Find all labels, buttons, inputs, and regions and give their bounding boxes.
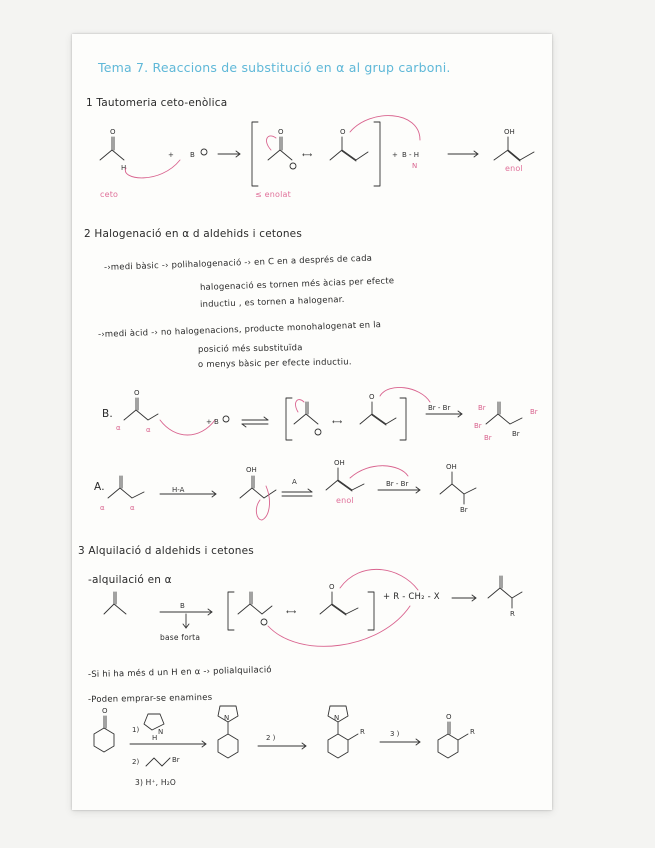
- alkyl-halide-reagent: + R - CH₂ - X: [383, 592, 440, 602]
- alkylated-ketone: [488, 576, 522, 618]
- atom-o: O: [110, 128, 116, 136]
- svg-text:H: H: [152, 734, 158, 742]
- acid-line-2: posició més substituïda: [197, 343, 303, 355]
- svg-text:O: O: [446, 713, 452, 721]
- section-3-heading: 3 Alquilació d aldehids i cetones: [78, 545, 254, 557]
- enolat-label: ≤ enolat: [255, 190, 291, 199]
- resonance-arrow: ⟷: [302, 151, 313, 159]
- svg-text:Br: Br: [512, 430, 520, 438]
- polybromo-ketone: [474, 402, 538, 442]
- acid-line-3: o menys bàsic per efecte inductiu.: [197, 357, 352, 370]
- svg-text:α: α: [100, 504, 105, 512]
- enolate-carbanion: [267, 128, 296, 169]
- svg-text:R: R: [510, 610, 515, 618]
- svg-text:α: α: [146, 426, 151, 434]
- svg-text:O: O: [102, 707, 108, 715]
- ketone-a: [100, 476, 144, 512]
- alkylated-cyclohexanone: [438, 713, 475, 758]
- svg-text:Br: Br: [484, 434, 492, 442]
- bracket-left: [252, 122, 258, 186]
- svg-text:2): 2): [132, 758, 140, 766]
- svg-text:+: +: [206, 418, 212, 426]
- section-1-heading: 1 Tautomeria ceto-enòlica: [86, 97, 228, 109]
- svg-text:H-A: H-A: [172, 486, 185, 494]
- enol-label-2: enol: [336, 496, 354, 505]
- basic-line-1: -›medi bàsic -› polihalogenació -› en C en a després de cada: [103, 253, 373, 273]
- svg-text:N: N: [158, 728, 164, 736]
- svg-text:R: R: [360, 728, 365, 736]
- protonated-ketone: [240, 466, 276, 520]
- svg-text:B: B: [180, 602, 185, 610]
- polialquilacio-note: -Si hi ha més d un H en α -› polialquilació: [87, 665, 272, 680]
- piperidine: [144, 714, 164, 742]
- basic-line-3: inductiu , es tornen a halogenar.: [199, 294, 345, 310]
- svg-text:O: O: [329, 583, 335, 591]
- enolate-b-1: [294, 400, 321, 435]
- svg-text:O: O: [369, 393, 375, 401]
- svg-text:OH: OH: [334, 459, 345, 467]
- arrow-bromination: [380, 387, 430, 402]
- arrow-protonation: [350, 116, 420, 140]
- svg-text:OH: OH: [446, 463, 457, 471]
- base-forta-label: base forta: [160, 633, 201, 642]
- enolate-b-2: [360, 393, 396, 425]
- enol-structure: [494, 128, 534, 161]
- svg-text:+: +: [392, 151, 398, 159]
- svg-text:Br: Br: [172, 756, 180, 764]
- acid-line-1: -›medi àcid -› no halogenacions, producte monohalogenat en la: [97, 320, 382, 340]
- svg-text:N: N: [224, 714, 230, 722]
- svg-text:O: O: [278, 128, 284, 136]
- bracket-b-right: [400, 398, 406, 440]
- ketone-b: [116, 389, 158, 434]
- arrow-alkylation-2: [340, 569, 418, 590]
- plus-sign: +: [168, 151, 174, 159]
- enamines-note: -Poden emprar-se enamines: [87, 692, 213, 705]
- atom-h: H: [121, 164, 127, 172]
- section-2-heading: 2 Halogenació en α d aldehids i cetones: [84, 228, 303, 240]
- enol-label-1: enol: [505, 164, 523, 173]
- svg-text:Br - Br: Br - Br: [428, 404, 451, 412]
- svg-text:Br: Br: [478, 404, 486, 412]
- svg-text:Br - Br: Br - Br: [386, 480, 409, 488]
- enol-a: [326, 459, 364, 491]
- ketone-3: [104, 592, 126, 614]
- svg-text:Br: Br: [460, 506, 468, 514]
- mechanism-b-tag: B.: [102, 408, 113, 420]
- svg-text:B: B: [214, 418, 219, 426]
- svg-text:Br: Br: [530, 408, 538, 416]
- step-3-conditions: 3) H⁺, H₂O: [135, 778, 176, 787]
- svg-text:α: α: [130, 504, 135, 512]
- svg-text:N: N: [412, 162, 418, 170]
- ceto-label: ceto: [100, 190, 119, 199]
- alquilacio-alpha: -alquilació en α: [88, 574, 172, 586]
- svg-text:A: A: [292, 478, 297, 486]
- bracket-3-left: [228, 592, 234, 630]
- bracket-right: [374, 122, 380, 186]
- enolate-oxyanion: [330, 128, 368, 161]
- arrow-bromination-a: [350, 466, 408, 478]
- bromo-ketone: [440, 463, 476, 514]
- mechanism-a-tag: A.: [94, 481, 105, 493]
- svg-text:⟷: ⟷: [332, 418, 343, 426]
- bracket-3-right: [368, 592, 374, 630]
- arrow-base-attack: [125, 160, 180, 178]
- svg-text:O: O: [134, 389, 140, 397]
- svg-text:OH: OH: [504, 128, 515, 136]
- b-h-acid: B - H: [402, 151, 420, 159]
- svg-text:N: N: [334, 714, 340, 722]
- svg-text:⟷: ⟷: [286, 608, 297, 616]
- enolate-3-1: [238, 592, 272, 625]
- svg-text:1): 1): [132, 726, 140, 734]
- svg-text:OH: OH: [246, 466, 257, 474]
- page-title: Tema 7. Reaccions de substitució en α al grup carboni.: [98, 60, 451, 75]
- allyl-bromide: [146, 758, 170, 766]
- svg-text:2 ): 2 ): [266, 734, 276, 742]
- base-b: B: [190, 151, 195, 159]
- enamine: [218, 706, 238, 758]
- bracket-b-left: [286, 398, 292, 440]
- cyclohexanone: [94, 707, 114, 752]
- ceto-structure: [100, 128, 126, 172]
- enolate-3-2: [320, 583, 358, 615]
- svg-text:α: α: [116, 424, 121, 432]
- svg-text:O: O: [340, 128, 346, 136]
- basic-line-2: halogenació es tornen més àcias per efecte: [199, 276, 395, 293]
- iminium-intermediate: [328, 706, 365, 758]
- svg-text:Br: Br: [474, 422, 482, 430]
- svg-text:R: R: [470, 728, 475, 736]
- svg-text:3 ): 3 ): [390, 730, 400, 738]
